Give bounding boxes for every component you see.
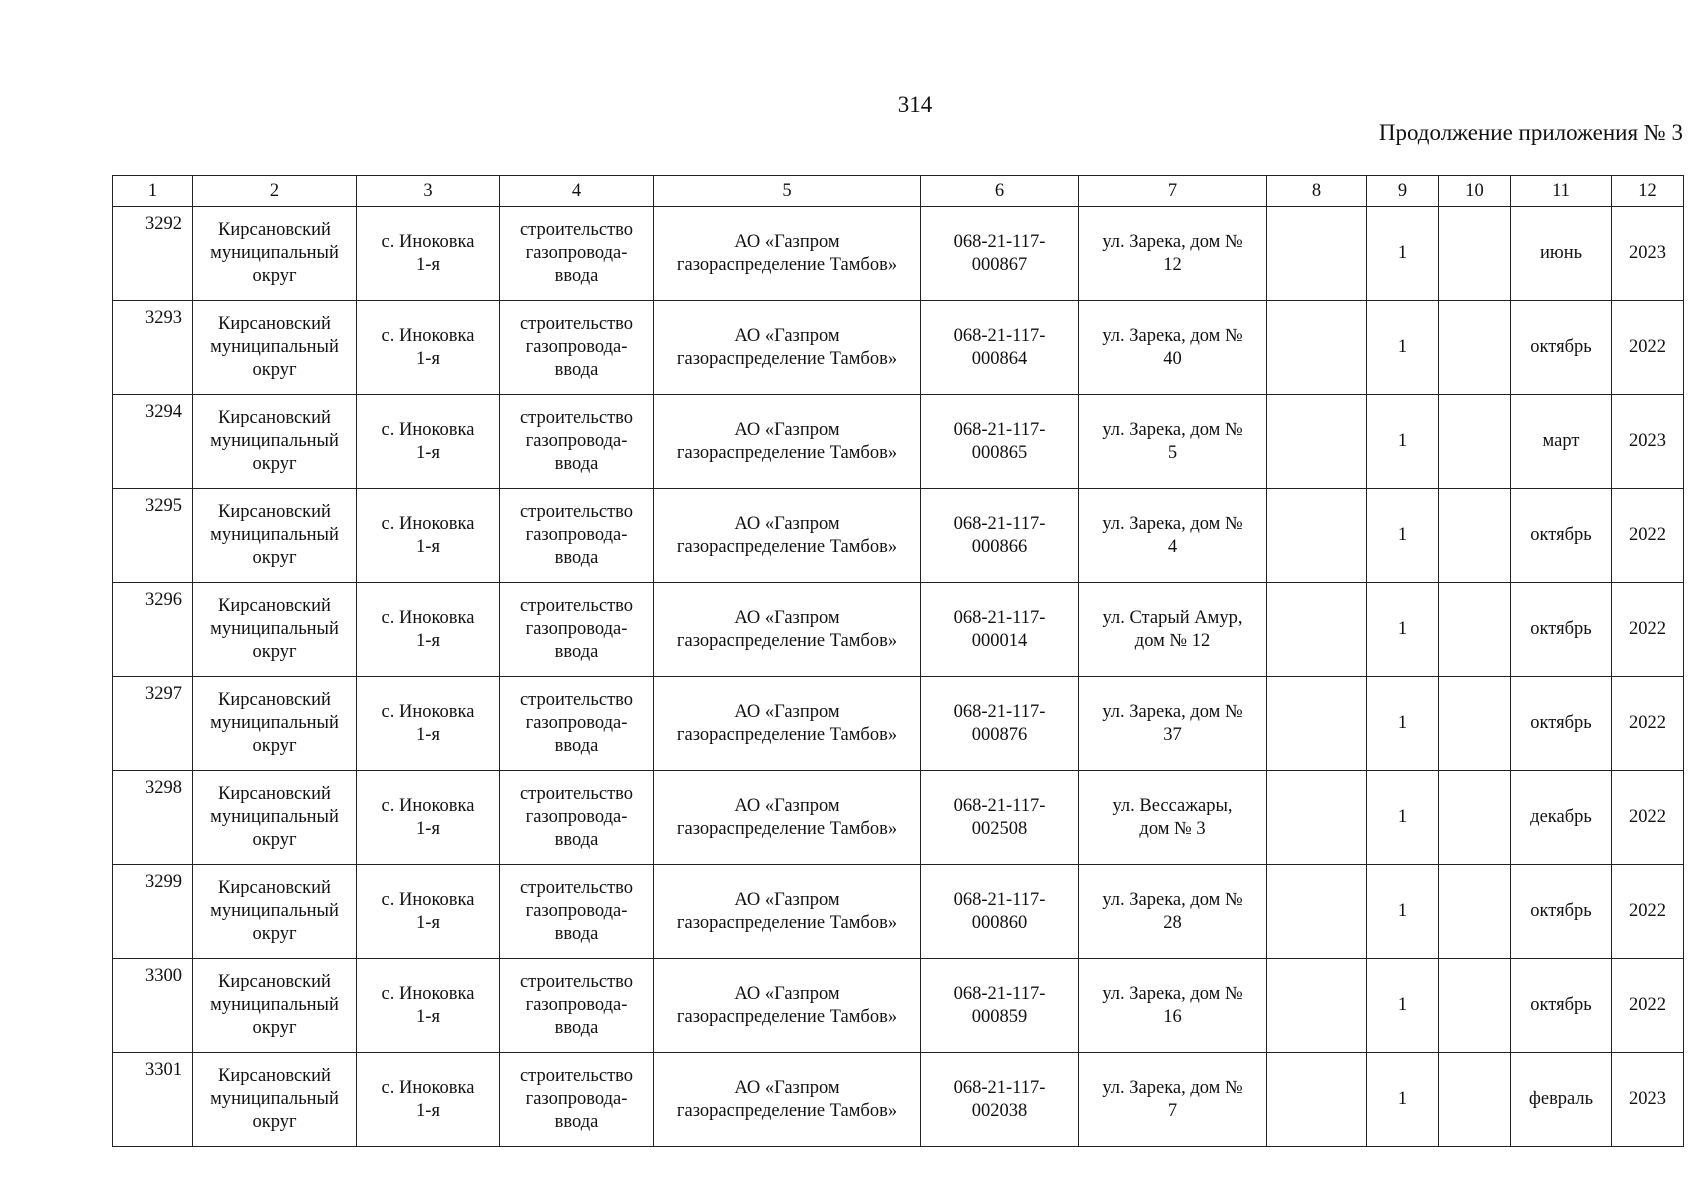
organization-cell-line: АО «Газпром xyxy=(734,231,840,252)
organization-cell xyxy=(654,489,921,583)
month-cell: март xyxy=(1511,395,1612,489)
address-cell xyxy=(1079,865,1267,959)
quantity-cell: 1 xyxy=(1367,207,1439,301)
district-cell xyxy=(193,677,357,771)
address-cell xyxy=(1079,1053,1267,1147)
district-cell xyxy=(193,1053,357,1147)
work-type-cell-line: строительство xyxy=(519,502,634,522)
row-number-cell: 3294 xyxy=(113,395,193,489)
year-cell: 2022 xyxy=(1612,301,1684,395)
address-cell-line: 5 xyxy=(1167,442,1178,463)
object-code-cell-line: 000865 xyxy=(971,442,1028,463)
address-cell-line: 4 xyxy=(1167,536,1178,557)
column-header-12: 12 xyxy=(1612,176,1684,207)
address-cell-line: 28 xyxy=(1163,912,1182,933)
work-type-cell-line: газопровода- xyxy=(525,525,628,545)
organization-cell-line: газораспределение Тамбов» xyxy=(676,536,898,557)
district-cell-line: муниципальный xyxy=(210,901,339,921)
work-type-cell-line: газопровода- xyxy=(525,619,628,639)
organization-cell-line: газораспределение Тамбов» xyxy=(676,254,898,275)
district-cell-line: округ xyxy=(252,360,297,380)
settlement-cell-line: 1-я xyxy=(416,442,440,463)
address-cell-line: ул. Зарека, дом № xyxy=(1102,983,1243,1004)
month-cell: октябрь xyxy=(1511,489,1612,583)
address-cell-line: ул. Зарека, дом № xyxy=(1102,889,1243,910)
organization-cell xyxy=(654,677,921,771)
settlement-cell-line: 1-я xyxy=(416,348,440,369)
work-type-cell xyxy=(500,865,654,959)
table-row xyxy=(113,959,1684,1053)
work-type-cell-line: строительство xyxy=(519,408,634,428)
work-type-cell-line: газопровода- xyxy=(525,1089,628,1109)
column-header-10: 10 xyxy=(1439,176,1511,207)
quantity-cell: 1 xyxy=(1367,489,1439,583)
address-cell-line: ул. Старый Амур, xyxy=(1102,607,1243,628)
organization-cell-line: АО «Газпром xyxy=(734,889,840,910)
year-cell: 2022 xyxy=(1612,959,1684,1053)
address-cell-line: ул. Вессажары, xyxy=(1112,795,1233,816)
work-type-cell-line: ввода xyxy=(554,642,599,662)
work-type-cell xyxy=(500,301,654,395)
settlement-cell-line: 1-я xyxy=(416,818,440,839)
object-code-cell xyxy=(921,207,1079,301)
address-cell xyxy=(1079,959,1267,1053)
settlement-cell xyxy=(357,1053,500,1147)
work-type-cell-line: ввода xyxy=(554,1112,599,1132)
organization-cell-line: АО «Газпром xyxy=(734,983,840,1004)
work-type-cell-line: строительство xyxy=(519,878,634,898)
column-10-cell xyxy=(1439,865,1511,959)
address-cell xyxy=(1079,677,1267,771)
address-cell-line: ул. Зарека, дом № xyxy=(1102,419,1243,440)
organization-cell-line: газораспределение Тамбов» xyxy=(676,818,898,839)
district-cell-line: Кирсановский xyxy=(218,690,331,710)
column-header-9: 9 xyxy=(1367,176,1439,207)
organization-cell-line: АО «Газпром xyxy=(734,1077,840,1098)
column-10-cell xyxy=(1439,301,1511,395)
month-cell: октябрь xyxy=(1511,583,1612,677)
work-type-cell-line: ввода xyxy=(554,548,599,568)
object-code-cell-line: 000864 xyxy=(971,348,1028,369)
row-number-cell: 3300 xyxy=(113,959,193,1053)
organization-cell-line: газораспределение Тамбов» xyxy=(676,442,898,463)
month-cell: декабрь xyxy=(1511,771,1612,865)
settlement-cell xyxy=(357,489,500,583)
address-cell xyxy=(1079,489,1267,583)
column-10-cell xyxy=(1439,677,1511,771)
column-10-cell xyxy=(1439,1053,1511,1147)
district-cell-line: муниципальный xyxy=(210,337,339,357)
appendix-continuation-note: Продолжение приложения № 3 xyxy=(1378,120,1683,145)
address-cell-line: ул. Зарека, дом № xyxy=(1102,325,1243,346)
object-code-cell-line: 000014 xyxy=(971,630,1028,651)
district-cell-line: муниципальный xyxy=(210,1089,339,1109)
settlement-cell-line: 1-я xyxy=(416,724,440,745)
work-type-cell xyxy=(500,771,654,865)
object-code-cell-line: 068-21-117- xyxy=(953,701,1046,722)
month-cell: октябрь xyxy=(1511,865,1612,959)
month-cell: февраль xyxy=(1511,1053,1612,1147)
month-cell: октябрь xyxy=(1511,677,1612,771)
quantity-cell: 1 xyxy=(1367,301,1439,395)
address-cell xyxy=(1079,207,1267,301)
column-8-cell xyxy=(1267,395,1367,489)
settlement-cell-line: 1-я xyxy=(416,630,440,651)
organization-cell xyxy=(654,395,921,489)
address-cell-line: 16 xyxy=(1163,1006,1182,1027)
work-type-cell-line: строительство xyxy=(519,972,634,992)
year-cell: 2022 xyxy=(1612,489,1684,583)
district-cell-line: Кирсановский xyxy=(218,502,331,522)
organization-cell xyxy=(654,207,921,301)
object-code-cell-line: 000876 xyxy=(971,724,1028,745)
work-type-cell-line: ввода xyxy=(554,1018,599,1038)
organization-cell xyxy=(654,865,921,959)
district-cell xyxy=(193,395,357,489)
district-cell-line: округ xyxy=(252,924,297,944)
column-header-4: 4 xyxy=(500,176,654,207)
column-header-3: 3 xyxy=(357,176,500,207)
district-cell-line: округ xyxy=(252,830,297,850)
work-type-cell xyxy=(500,395,654,489)
district-cell-line: Кирсановский xyxy=(218,220,331,240)
work-type-cell-line: газопровода- xyxy=(525,901,628,921)
settlement-cell-line: с. Иноковка xyxy=(381,889,475,910)
year-cell: 2023 xyxy=(1612,395,1684,489)
column-10-cell xyxy=(1439,489,1511,583)
work-type-cell-line: ввода xyxy=(554,266,599,286)
district-cell-line: округ xyxy=(252,736,297,756)
organization-cell-line: АО «Газпром xyxy=(734,419,840,440)
object-code-cell-line: 000859 xyxy=(971,1006,1028,1027)
work-type-cell-line: строительство xyxy=(519,314,634,334)
work-type-cell-line: газопровода- xyxy=(525,713,628,733)
work-type-cell-line: строительство xyxy=(519,220,634,240)
table-header xyxy=(113,176,1684,207)
address-cell xyxy=(1079,395,1267,489)
settlement-cell-line: с. Иноковка xyxy=(381,513,475,534)
address-cell-line: дом № 12 xyxy=(1134,630,1211,651)
table-row xyxy=(113,395,1684,489)
column-8-cell xyxy=(1267,677,1367,771)
settlement-cell-line: с. Иноковка xyxy=(381,325,475,346)
district-cell-line: муниципальный xyxy=(210,713,339,733)
object-code-cell xyxy=(921,865,1079,959)
district-cell-line: муниципальный xyxy=(210,243,339,263)
settlement-cell-line: 1-я xyxy=(416,912,440,933)
settlement-cell xyxy=(357,395,500,489)
organization-cell-line: АО «Газпром xyxy=(734,325,840,346)
column-8-cell xyxy=(1267,959,1367,1053)
object-code-cell xyxy=(921,677,1079,771)
organization-cell-line: АО «Газпром xyxy=(734,795,840,816)
settlement-cell xyxy=(357,771,500,865)
settlement-cell-line: с. Иноковка xyxy=(381,607,475,628)
organization-cell-line: АО «Газпром xyxy=(734,607,840,628)
settlement-cell-line: с. Иноковка xyxy=(381,231,475,252)
table-row xyxy=(113,489,1684,583)
table-row xyxy=(113,301,1684,395)
district-cell-line: округ xyxy=(252,1112,297,1132)
district-cell-line: Кирсановский xyxy=(218,408,331,428)
quantity-cell: 1 xyxy=(1367,959,1439,1053)
address-cell-line: ул. Зарека, дом № xyxy=(1102,231,1243,252)
table-row xyxy=(113,677,1684,771)
object-code-cell xyxy=(921,489,1079,583)
object-code-cell-line: 068-21-117- xyxy=(953,607,1046,628)
object-code-cell xyxy=(921,1053,1079,1147)
settlement-cell-line: 1-я xyxy=(416,1006,440,1027)
quantity-cell: 1 xyxy=(1367,583,1439,677)
column-8-cell xyxy=(1267,771,1367,865)
row-number-cell: 3301 xyxy=(113,1053,193,1147)
address-cell-line: ул. Зарека, дом № xyxy=(1102,1077,1243,1098)
table-row xyxy=(113,1053,1684,1147)
table-body xyxy=(113,207,1684,1147)
object-code-cell-line: 002038 xyxy=(971,1100,1028,1121)
work-type-cell-line: ввода xyxy=(554,736,599,756)
settlement-cell xyxy=(357,207,500,301)
quantity-cell: 1 xyxy=(1367,771,1439,865)
organization-cell xyxy=(654,301,921,395)
work-type-cell-line: ввода xyxy=(554,924,599,944)
address-cell xyxy=(1079,583,1267,677)
work-type-cell-line: строительство xyxy=(519,784,634,804)
organization-cell xyxy=(654,771,921,865)
work-type-cell-line: газопровода- xyxy=(525,337,628,357)
settlement-cell-line: с. Иноковка xyxy=(381,419,475,440)
column-header-7: 7 xyxy=(1079,176,1267,207)
header-row xyxy=(113,176,1684,207)
work-type-cell xyxy=(500,583,654,677)
year-cell: 2023 xyxy=(1612,1053,1684,1147)
object-code-cell xyxy=(921,301,1079,395)
district-cell xyxy=(193,301,357,395)
address-cell-line: ул. Зарека, дом № xyxy=(1102,513,1243,534)
district-cell xyxy=(193,583,357,677)
district-cell-line: муниципальный xyxy=(210,431,339,451)
district-cell-line: округ xyxy=(252,1018,297,1038)
object-code-cell-line: 068-21-117- xyxy=(953,983,1046,1004)
row-number-cell: 3293 xyxy=(113,301,193,395)
district-cell-line: муниципальный xyxy=(210,807,339,827)
column-10-cell xyxy=(1439,959,1511,1053)
work-type-cell xyxy=(500,489,654,583)
district-cell-line: Кирсановский xyxy=(218,1066,331,1086)
work-type-cell-line: газопровода- xyxy=(525,995,628,1015)
organization-cell-line: газораспределение Тамбов» xyxy=(676,1006,898,1027)
organization-cell-line: газораспределение Тамбов» xyxy=(676,1100,898,1121)
quantity-cell: 1 xyxy=(1367,677,1439,771)
column-10-cell xyxy=(1439,583,1511,677)
column-header-5: 5 xyxy=(654,176,921,207)
year-cell: 2023 xyxy=(1612,207,1684,301)
settlement-cell-line: 1-я xyxy=(416,1100,440,1121)
district-cell-line: Кирсановский xyxy=(218,878,331,898)
object-code-cell xyxy=(921,395,1079,489)
organization-cell-line: газораспределение Тамбов» xyxy=(676,724,898,745)
column-8-cell xyxy=(1267,865,1367,959)
settlement-cell-line: 1-я xyxy=(416,254,440,275)
work-type-cell-line: строительство xyxy=(519,690,634,710)
column-8-cell xyxy=(1267,489,1367,583)
settlement-cell xyxy=(357,583,500,677)
work-type-cell-line: газопровода- xyxy=(525,807,628,827)
address-cell-line: 12 xyxy=(1163,254,1182,275)
district-cell-line: округ xyxy=(252,548,297,568)
work-type-cell-line: ввода xyxy=(554,454,599,474)
district-cell-line: муниципальный xyxy=(210,525,339,545)
district-cell-line: Кирсановский xyxy=(218,972,331,992)
settlement-cell-line: с. Иноковка xyxy=(381,983,475,1004)
district-cell-line: округ xyxy=(252,642,297,662)
district-cell-line: Кирсановский xyxy=(218,596,331,616)
work-type-cell xyxy=(500,207,654,301)
row-number-cell: 3299 xyxy=(113,865,193,959)
organization-cell-line: газораспределение Тамбов» xyxy=(676,630,898,651)
district-cell xyxy=(193,489,357,583)
settlement-cell xyxy=(357,959,500,1053)
work-type-cell-line: строительство xyxy=(519,596,634,616)
month-cell: октябрь xyxy=(1511,301,1612,395)
object-code-cell-line: 068-21-117- xyxy=(953,325,1046,346)
column-8-cell xyxy=(1267,301,1367,395)
year-cell: 2022 xyxy=(1612,583,1684,677)
row-number-cell: 3297 xyxy=(113,677,193,771)
organization-cell xyxy=(654,959,921,1053)
district-cell xyxy=(193,207,357,301)
organization-cell-line: АО «Газпром xyxy=(734,513,840,534)
object-code-cell-line: 002508 xyxy=(971,818,1028,839)
quantity-cell: 1 xyxy=(1367,395,1439,489)
address-cell-line: 37 xyxy=(1163,724,1182,745)
district-cell-line: муниципальный xyxy=(210,995,339,1015)
work-type-cell xyxy=(500,959,654,1053)
page-number: 314 xyxy=(897,92,933,117)
object-code-cell-line: 068-21-117- xyxy=(953,231,1046,252)
object-code-cell-line: 068-21-117- xyxy=(953,419,1046,440)
settlement-cell-line: с. Иноковка xyxy=(381,1077,475,1098)
organization-cell-line: газораспределение Тамбов» xyxy=(676,348,898,369)
district-cell-line: муниципальный xyxy=(210,619,339,639)
organization-cell-line: газораспределение Тамбов» xyxy=(676,912,898,933)
district-cell xyxy=(193,865,357,959)
month-cell: июнь xyxy=(1511,207,1612,301)
column-10-cell xyxy=(1439,207,1511,301)
settlement-cell xyxy=(357,865,500,959)
organization-cell xyxy=(654,583,921,677)
month-cell: октябрь xyxy=(1511,959,1612,1053)
gas-connection-table xyxy=(112,175,1684,1147)
year-cell: 2022 xyxy=(1612,677,1684,771)
quantity-cell: 1 xyxy=(1367,865,1439,959)
address-cell xyxy=(1079,301,1267,395)
column-8-cell xyxy=(1267,583,1367,677)
district-cell-line: Кирсановский xyxy=(218,784,331,804)
row-number-cell: 3296 xyxy=(113,583,193,677)
object-code-cell xyxy=(921,959,1079,1053)
settlement-cell-line: с. Иноковка xyxy=(381,701,475,722)
organization-cell xyxy=(654,1053,921,1147)
district-cell-line: Кирсановский xyxy=(218,314,331,334)
district-cell xyxy=(193,959,357,1053)
year-cell: 2022 xyxy=(1612,865,1684,959)
column-header-11: 11 xyxy=(1511,176,1612,207)
address-cell-line: 40 xyxy=(1163,348,1182,369)
object-code-cell-line: 068-21-117- xyxy=(953,795,1046,816)
year-cell: 2022 xyxy=(1612,771,1684,865)
work-type-cell-line: строительство xyxy=(519,1066,634,1086)
organization-cell-line: АО «Газпром xyxy=(734,701,840,722)
district-cell xyxy=(193,771,357,865)
address-cell-line: ул. Зарека, дом № xyxy=(1102,701,1243,722)
work-type-cell xyxy=(500,677,654,771)
row-number-cell: 3295 xyxy=(113,489,193,583)
quantity-cell: 1 xyxy=(1367,1053,1439,1147)
column-10-cell xyxy=(1439,771,1511,865)
table-row xyxy=(113,771,1684,865)
district-cell-line: округ xyxy=(252,454,297,474)
object-code-cell-line: 000866 xyxy=(971,536,1028,557)
work-type-cell-line: ввода xyxy=(554,830,599,850)
object-code-cell xyxy=(921,771,1079,865)
work-type-cell-line: газопровода- xyxy=(525,431,628,451)
settlement-cell-line: с. Иноковка xyxy=(381,795,475,816)
address-cell xyxy=(1079,771,1267,865)
object-code-cell-line: 000867 xyxy=(971,254,1028,275)
object-code-cell-line: 068-21-117- xyxy=(953,1077,1046,1098)
column-8-cell xyxy=(1267,207,1367,301)
object-code-cell-line: 068-21-117- xyxy=(953,889,1046,910)
table-row xyxy=(113,207,1684,301)
column-header-2: 2 xyxy=(193,176,357,207)
object-code-cell xyxy=(921,583,1079,677)
row-number-cell: 3298 xyxy=(113,771,193,865)
work-type-cell xyxy=(500,1053,654,1147)
object-code-cell-line: 000860 xyxy=(971,912,1028,933)
work-type-cell-line: ввода xyxy=(554,360,599,380)
address-cell-line: 7 xyxy=(1167,1100,1178,1121)
table-row xyxy=(113,865,1684,959)
object-code-cell-line: 068-21-117- xyxy=(953,513,1046,534)
district-cell-line: округ xyxy=(252,266,297,286)
work-type-cell-line: газопровода- xyxy=(525,243,628,263)
column-8-cell xyxy=(1267,1053,1367,1147)
settlement-cell-line: 1-я xyxy=(416,536,440,557)
settlement-cell xyxy=(357,301,500,395)
table-row xyxy=(113,583,1684,677)
column-header-1: 1 xyxy=(113,176,193,207)
address-cell-line: дом № 3 xyxy=(1139,818,1206,839)
column-header-6: 6 xyxy=(921,176,1079,207)
row-number-cell: 3292 xyxy=(113,207,193,301)
column-10-cell xyxy=(1439,395,1511,489)
settlement-cell xyxy=(357,677,500,771)
column-header-8: 8 xyxy=(1267,176,1367,207)
